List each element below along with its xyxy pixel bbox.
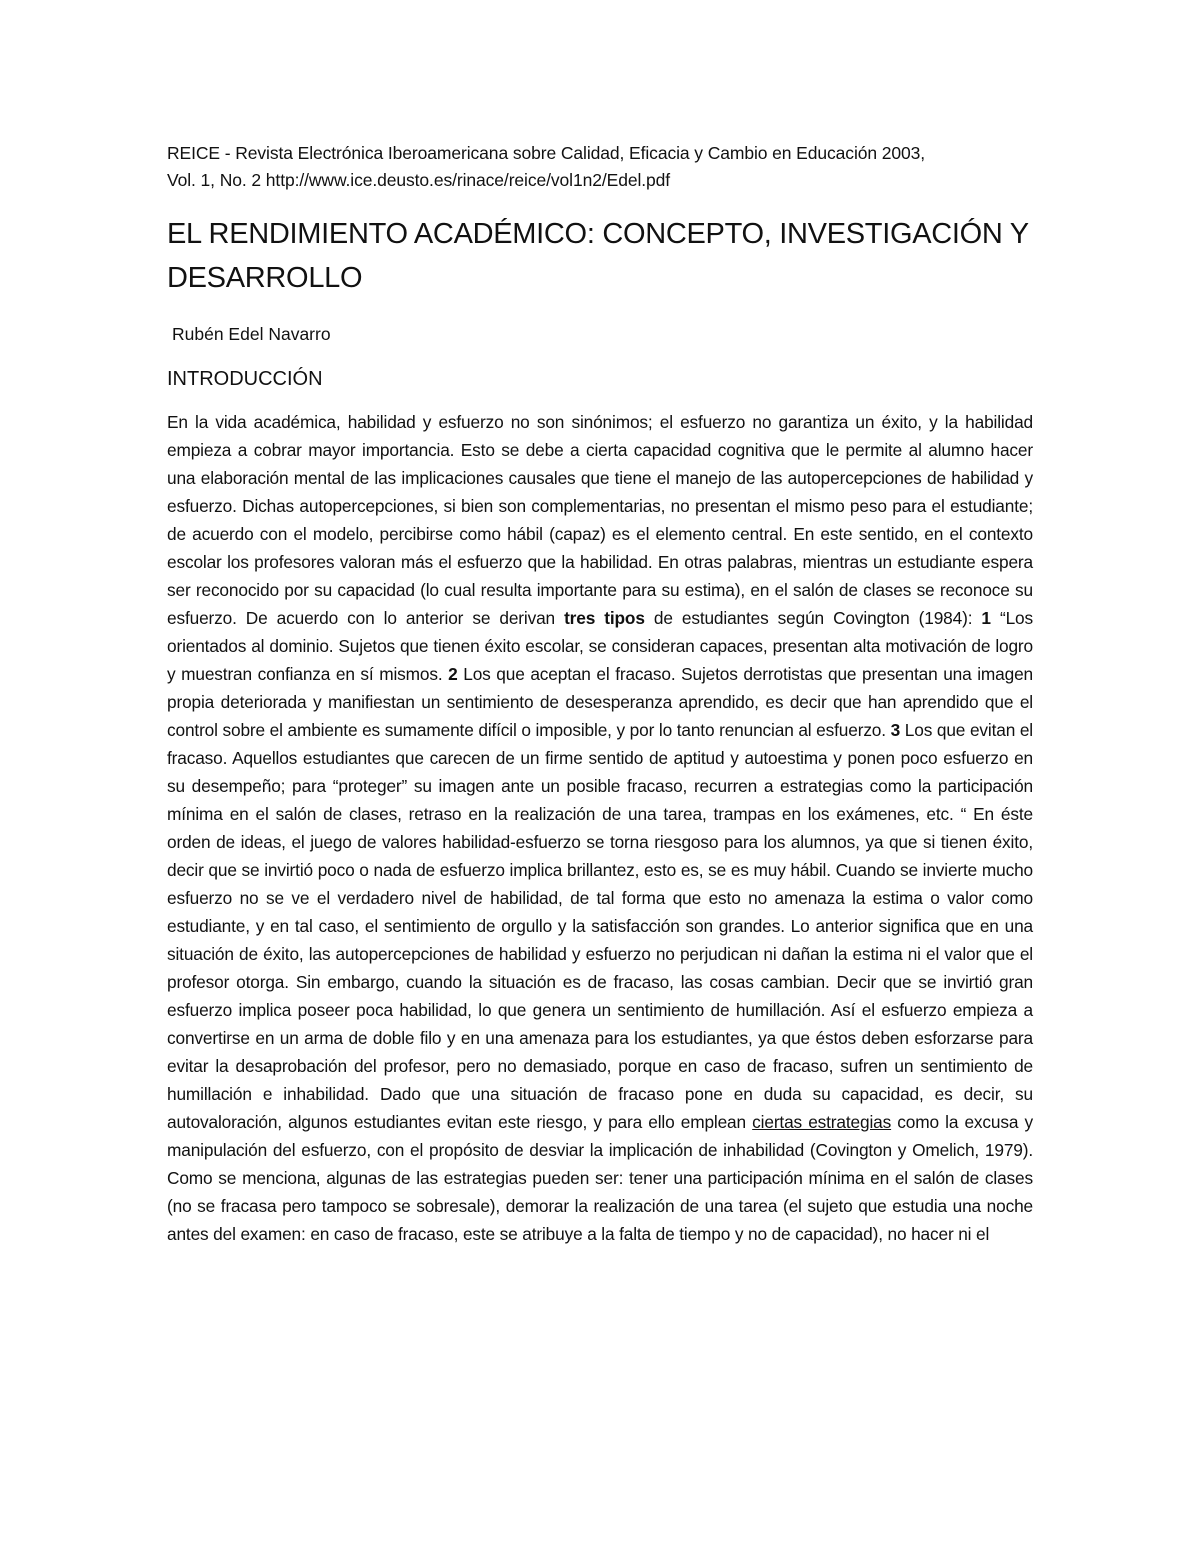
body-text-part-4: Los que aceptan el fracaso. Sujetos derrotistas que presentan una imagen propia deteriorada y manifiestan un sentimiento de desesperanza aprendido, es decir que han aprendido que el control sobre el ambiente es sumamente difícil o imposible, y por lo tanto renuncian al esfuerzo. [167, 664, 1033, 740]
bold-phrase-tres-tipos: tres tipos [564, 608, 645, 628]
body-paragraph [167, 408, 1033, 1248]
list-number-2: 2 [448, 664, 458, 684]
body-text-part-3: “Los orientados al dominio. Sujetos que tienen éxito escolar, se consideran capaces, presentan alta motivación de logro y muestran confianza en sí mismos. [167, 608, 1033, 684]
document-page [167, 140, 1033, 1248]
list-number-1: 1 [981, 608, 991, 628]
author-name: Rubén Edel Navarro [172, 324, 331, 344]
journal-citation-line-2: Vol. 1, No. 2 http://www.ice.deusto.es/rinace/reice/vol1n2/Edel.pdf [167, 170, 671, 190]
underlined-phrase-ciertas-estrategias: ciertas estrategias [752, 1112, 892, 1132]
list-number-3: 3 [890, 720, 901, 740]
journal-citation [167, 140, 1033, 194]
body-text-part-1: En la vida académica, habilidad y esfuerzo no son sinónimos; el esfuerzo no garantiza un éxito, y la habilidad empieza a cobrar mayor importancia. Esto se debe a cierta capacidad cognitiva que le permite al alumno hacer una elaboración mental de las implicaciones causales que tiene el manejo de las autopercepciones de habilidad y esfuerzo. Dichas autopercepciones, si bien son complementarias, no presentan el mismo peso para el estudiante; de acuerdo con el modelo, percibirse como hábil (capaz) es el elemento central. En este sentido, en el contexto escolar los profesores valoran más el esfuerzo que la habilidad. En otras palabras, mientras un estudiante espera ser reconocido por su capacidad (lo cual resulta importante para su estima), en el salón de clases se reconoce su esfuerzo. De acuerdo con lo anterior se derivan [167, 412, 1033, 628]
section-heading: INTRODUCCIÓN [167, 368, 323, 390]
body-text-part-2: de estudiantes según Covington (1984): [644, 608, 982, 628]
body-text-part-6: como la excusa y manipulación del esfuerzo, con el propósito de desviar la implicación de inhabilidad (Covington y Omelich, 1979). Como se menciona, algunas de las estrategias pueden ser: tener una participación mínima en el salón de clases (no se fracasa pero tampoco se sobresale), demorar la realización de una tarea (el sujeto que estudia una noche antes del examen: en caso de fracaso, este se atribuye a la falta de tiempo y no de capacidad), no hacer ni el [167, 1112, 1033, 1244]
document-title: EL RENDIMIENTO ACADÉMICO: CONCEPTO, INVESTIGACIÓN Y DESARROLLO [167, 218, 1029, 294]
journal-citation-line-1: REICE - Revista Electrónica Iberoamericana sobre Calidad, Eficacia y Cambio en Educación 2003, [167, 143, 926, 163]
body-text-part-5: Los que evitan el fracaso. Aquellos estudiantes que carecen de un firme sentido de aptitud y autoestima y ponen poco esfuerzo en su desempeño; para “proteger” su imagen ante un posible fracaso, recurren a estrategias como la participación mínima en el salón de clases, retraso en la realización de una tarea, trampas en los exámenes, etc. “ En éste orden de ideas, el juego de valores habilidad-esfuerzo se torna riesgoso para los alumnos, ya que si tienen éxito, decir que se invirtió poco o nada de esfuerzo implica brillantez, esto es, se es muy hábil. Cuando se invierte mucho esfuerzo no se ve el verdadero nivel de habilidad, de tal forma que esto no amenaza la estima o valor como estudiante, y en tal caso, el sentimiento de orgullo y la satisfacción son grandes. Lo anterior significa que en una situación de éxito, las autopercepciones de habilidad y esfuerzo no perjudican ni dañan la estima ni el valor que el profesor otorga. Sin embargo, cuando la situación es de fracaso, las cosas cambian. Decir que se invirtió gran esfuerzo implica poseer poca habilidad, lo que genera un sentimiento de humillación. Así el esfuerzo empieza a convertirse en un arma de doble filo y en una amenaza para los estudiantes, ya que éstos deben esforzarse para evitar la desaprobación del profesor, pero no demasiado, porque en caso de fracaso, sufren un sentimiento de humillación e inhabilidad. Dado que una situación de fracaso pone en duda su capacidad, es decir, su autovaloración, algunos estudiantes evitan este riesgo, y para ello emplean [167, 720, 1033, 1132]
